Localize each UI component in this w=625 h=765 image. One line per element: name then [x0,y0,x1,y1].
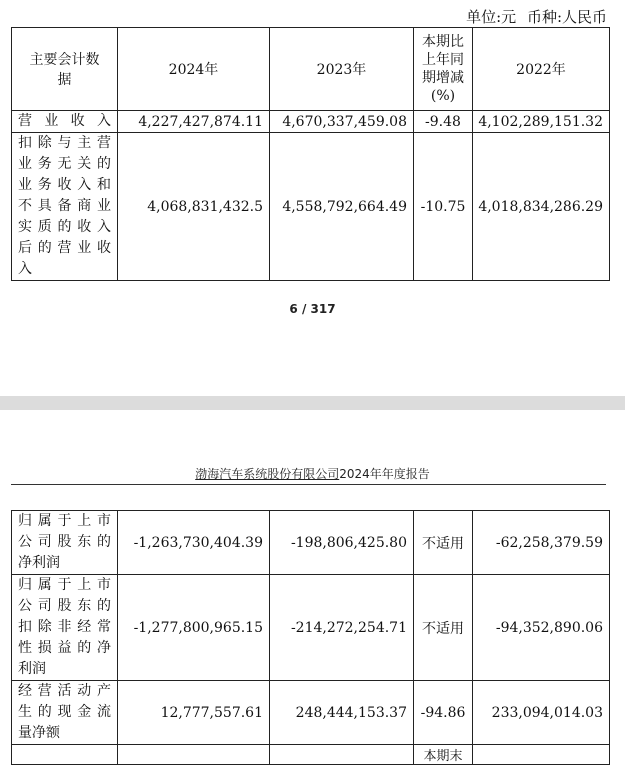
header-change-line: (%) [430,88,456,104]
company-name: 渤海汽车系统股份有限公司 [195,467,340,481]
unit-label: 单位:元 [466,8,517,26]
row-label-line: 量净额 [18,725,60,741]
row-label-line: 业务收入和 [18,177,111,193]
header-change-line: 本期比 [422,34,464,50]
financial-table-bottom [11,510,610,765]
row-label-line: 公司股东的 [18,598,111,614]
value-2022: 4,102,289,151.32 [473,111,610,133]
page-gap [0,396,625,410]
value-2022: -62,258,379.59 [473,511,610,575]
value-2024: 4,227,427,874.11 [118,111,270,133]
row-label-line: 归属于上市 [18,513,111,529]
table-row [12,575,610,681]
value-change: -94.86 [414,681,473,745]
value-2024: 12,777,557.61 [118,681,270,745]
row-label-line: 性损益的净 [18,640,111,656]
report-header [0,465,625,482]
currency-label: 币种:人民币 [526,8,607,26]
value-2023: 248,444,153.37 [270,681,414,745]
value-2023: 4,558,792,664.49 [270,133,414,281]
row-label [12,133,118,281]
page-number: 6 / 317 [289,302,336,316]
value-2023: -198,806,425.80 [270,511,414,575]
row-label-line: 归属于上市 [18,577,111,593]
row-label-line: 扣除非经常 [18,619,111,635]
header-divider [11,484,606,485]
page-7 [0,410,625,764]
value-change: 不适用 [414,575,473,681]
row-label-line: 公司股东的 [18,534,111,550]
header-change [414,28,473,111]
header-2023: 2023年 [270,28,414,111]
table-row [12,511,610,575]
row-label-line: 实质的收入 [18,219,111,235]
row-label [12,511,118,575]
table-row [12,133,610,281]
row-label-line: 经营活动产 [18,683,111,699]
table-row [12,111,610,133]
row-label-line: 后的营业收 [18,240,111,256]
header-item-line: 主要会计数 [29,52,100,68]
value-change: -10.75 [414,133,473,281]
value-change: 本期末 [414,745,473,765]
header-change-line: 上年同 [422,52,464,68]
row-label-line: 生的现金流 [18,704,111,720]
header-2022: 2022年 [473,28,610,111]
row-label [12,681,118,745]
row-label-line: 不具备商业 [18,198,111,214]
table-row [12,681,610,745]
value-2022: -94,352,890.06 [473,575,610,681]
report-year: 2024 [339,467,370,481]
value-2024: 4,068,831,432.5 [118,133,270,281]
value-2024: -1,277,800,965.15 [118,575,270,681]
row-label [12,575,118,681]
header-item-line: 据 [57,72,72,88]
row-label-line: 净利润 [18,555,60,571]
report-suffix: 年年度报告 [369,467,430,481]
header-2024: 2024年 [118,28,270,111]
unit-line [460,6,607,27]
value-2024: -1,263,730,404.39 [118,511,270,575]
row-label-line: 入 [18,261,32,277]
value-change: -9.48 [414,111,473,133]
row-label-line: 扣除与主营 [18,135,111,151]
value-2023: -214,272,254.71 [270,575,414,681]
row-label-line: 业务无关的 [18,156,111,172]
value-2023: 4,670,337,459.08 [270,111,414,133]
table-header-row [12,28,610,111]
header-change-line: 期增减 [422,70,464,86]
value-2022: 233,094,014.03 [473,681,610,745]
row-label-line: 利润 [18,661,46,677]
value-change: 不适用 [414,511,473,575]
financial-table-top [11,27,610,281]
header-item [12,28,118,111]
row-label: 营业收入 [12,111,118,133]
value-2022: 4,018,834,286.29 [473,133,610,281]
